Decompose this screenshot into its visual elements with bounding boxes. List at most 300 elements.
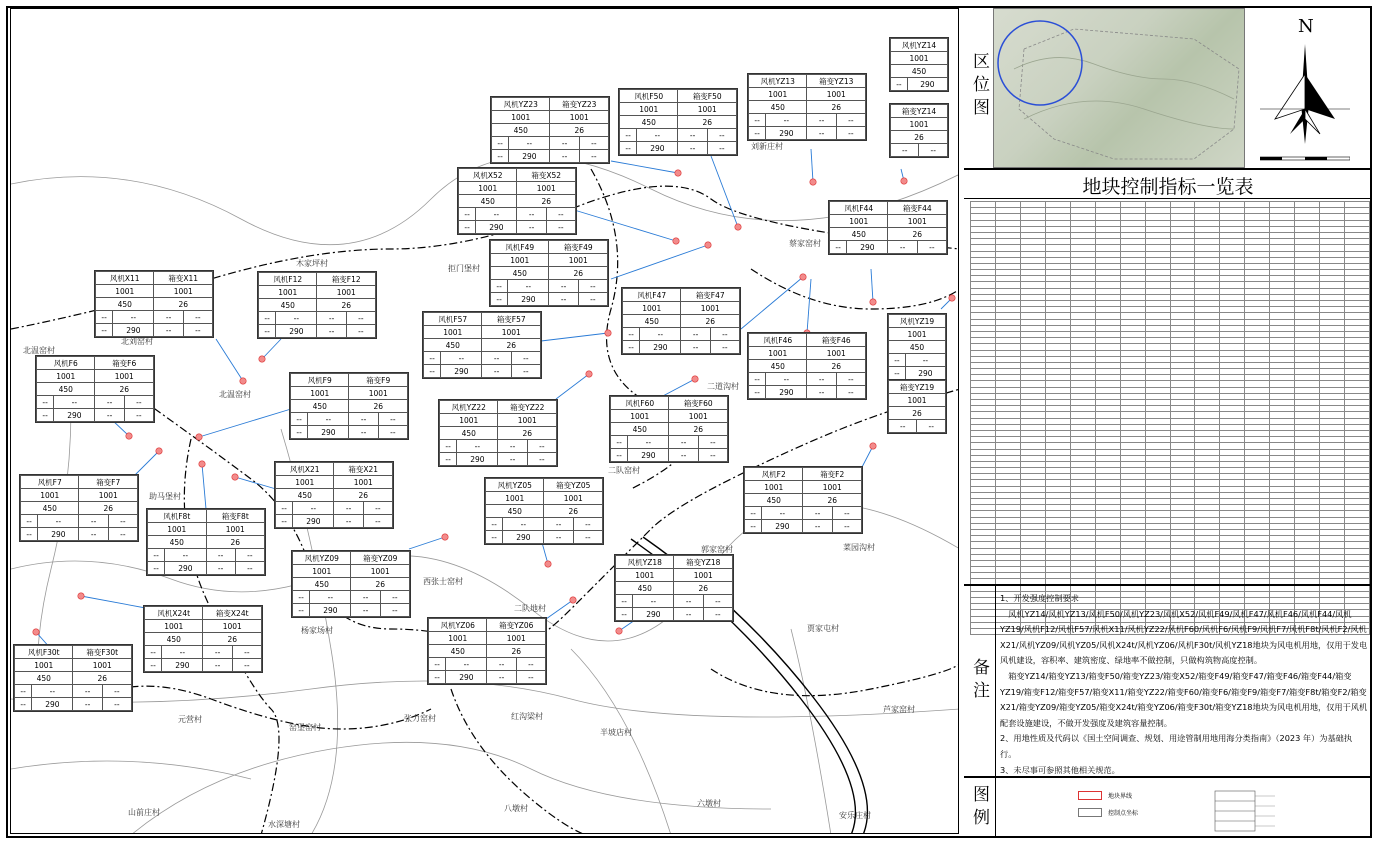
village-label: 六墩村 <box>697 799 721 808</box>
plot-value-cell: 290 <box>446 671 487 684</box>
village-label: 红沟梁村 <box>511 712 543 721</box>
plot-name-cell: 箱变F57 <box>482 313 541 326</box>
plot-name-cell: 风机F60 <box>611 397 669 410</box>
turbine-site-marker[interactable] <box>673 238 679 244</box>
north-arrow <box>1260 14 1350 164</box>
plot-name-cell: 箱变F60 <box>669 397 728 410</box>
plot-index-table <box>490 96 610 164</box>
plot-value-cell: -- <box>836 373 865 386</box>
turbine-site-marker[interactable] <box>800 274 806 280</box>
plot-value-cell: -- <box>459 221 476 234</box>
plot-value-cell: 26 <box>803 494 862 507</box>
plot-value-cell: -- <box>380 604 409 617</box>
turbine-site-marker[interactable] <box>705 242 711 248</box>
plot-value-cell: -- <box>703 608 732 621</box>
plot-value-cell: 26 <box>550 124 609 137</box>
plot-value-cell: -- <box>620 142 637 155</box>
plot-value-cell: 450 <box>459 195 517 208</box>
plot-value-cell: -- <box>517 221 546 234</box>
plot-value-cell: -- <box>165 549 206 562</box>
plot-value-cell: -- <box>380 591 409 604</box>
plot-value-cell: -- <box>807 127 836 140</box>
plot-value-cell: -- <box>633 595 674 608</box>
plot-value-cell: -- <box>154 311 183 324</box>
turbine-site-marker[interactable] <box>199 461 205 467</box>
village-label: 蔡家窑村 <box>789 239 821 248</box>
leader-line <box>807 279 811 333</box>
plot-value-cell: 26 <box>891 131 948 144</box>
plot-value-cell: 290 <box>503 531 544 544</box>
plot-name-cell: 风机F46 <box>749 334 807 347</box>
plot-value-cell: -- <box>162 646 203 659</box>
plot-value-cell: 1001 <box>317 286 376 299</box>
plot-value-cell: -- <box>807 386 836 399</box>
leader-line <box>199 409 291 437</box>
plot-value-cell: -- <box>836 386 865 399</box>
plot-value-cell: 26 <box>482 339 541 352</box>
plot-value-cell: -- <box>511 352 540 365</box>
village-label: 二道沟村 <box>707 382 739 391</box>
plot-value-cell: 450 <box>145 633 203 646</box>
leader-line <box>541 333 608 341</box>
plot-value-cell: -- <box>486 518 503 531</box>
plot-value-cell: -- <box>917 420 946 433</box>
plot-index-table <box>94 270 214 338</box>
plot-index-table <box>484 477 604 545</box>
plot-value-cell: -- <box>640 328 681 341</box>
plot-value-cell: -- <box>749 373 766 386</box>
plot-value-cell: -- <box>578 280 607 293</box>
village-label: 水深塘村 <box>268 820 300 829</box>
plot-value-cell: 290 <box>162 659 203 672</box>
plot-value-cell: -- <box>232 659 261 672</box>
note-line: 1、开发强度控制要求 <box>1000 593 1079 603</box>
plot-value-cell: -- <box>546 208 575 221</box>
plot-value-cell: -- <box>628 436 669 449</box>
plot-value-cell: -- <box>38 515 79 528</box>
plot-value-cell: -- <box>291 413 308 426</box>
leader-line <box>235 477 276 489</box>
plot-value-cell: -- <box>745 507 762 520</box>
plot-value-cell: 290 <box>165 562 206 575</box>
plot-value-cell: -- <box>21 528 38 541</box>
plot-value-cell: -- <box>206 549 235 562</box>
plot-value-cell: 290 <box>637 142 678 155</box>
plot-value-cell: -- <box>703 595 732 608</box>
plot-value-cell: 1001 <box>492 111 550 124</box>
map-panel[interactable] <box>10 8 959 834</box>
plot-value-cell: -- <box>113 311 154 324</box>
plot-value-cell: 290 <box>762 520 803 533</box>
plot-value-cell: -- <box>710 341 739 354</box>
north-arrow-icon <box>1260 14 1350 164</box>
plot-value-cell: -- <box>549 280 578 293</box>
plot-name-cell: 风机F44 <box>830 202 888 215</box>
plot-value-cell: 1001 <box>549 254 608 267</box>
plot-value-cell: 1001 <box>807 347 866 360</box>
plot-value-cell: 1001 <box>498 414 557 427</box>
plot-value-cell: -- <box>492 137 509 150</box>
plot-name-cell: 风机F8t <box>148 510 207 523</box>
plot-value-cell: 1001 <box>749 347 807 360</box>
turbine-site-marker[interactable] <box>735 224 741 230</box>
plot-value-cell: -- <box>183 311 212 324</box>
turbine-site-marker[interactable] <box>196 434 202 440</box>
plot-value-cell: 450 <box>96 298 154 311</box>
village-label: 北温窑村 <box>23 346 55 355</box>
plot-value-cell: -- <box>37 409 54 422</box>
plot-name-cell: 箱变YZ14 <box>891 105 948 118</box>
plot-value-cell: -- <box>346 325 375 338</box>
plot-value-cell: -- <box>836 114 865 127</box>
plot-value-cell: -- <box>491 293 508 306</box>
plot-value-cell: 1001 <box>37 370 95 383</box>
village-label: 安乐庄村 <box>839 811 871 820</box>
plot-value-cell: 450 <box>891 65 948 78</box>
village-label: 山前庄村 <box>128 808 160 817</box>
plot-value-cell: 290 <box>457 453 498 466</box>
plot-value-cell: -- <box>276 502 293 515</box>
plot-value-cell: -- <box>698 449 727 462</box>
plot-name-cell: 风机YZ13 <box>749 75 807 88</box>
plot-value-cell: 290 <box>907 78 947 91</box>
village-label: 菜园沟村 <box>843 543 875 552</box>
plot-index-table <box>257 271 377 339</box>
plot-value-cell: -- <box>623 341 640 354</box>
plot-value-cell: -- <box>891 144 919 157</box>
turbine-site-marker[interactable] <box>33 629 39 635</box>
turbine-site-marker[interactable] <box>810 179 816 185</box>
plot-name-cell: 箱变YZ23 <box>550 98 609 111</box>
plot-value-cell: 1001 <box>95 370 154 383</box>
plot-value-cell: -- <box>15 698 32 711</box>
plot-index-table <box>289 372 409 440</box>
plot-value-cell: -- <box>549 293 578 306</box>
plot-value-cell: -- <box>259 325 276 338</box>
plot-value-cell: -- <box>573 531 602 544</box>
plot-value-cell: 26 <box>807 360 866 373</box>
plot-value-cell: 450 <box>611 423 669 436</box>
turbine-site-marker[interactable] <box>442 534 448 540</box>
village-label: 张力窑村 <box>404 714 436 723</box>
plot-value-cell: -- <box>235 549 264 562</box>
plot-value-cell: 1001 <box>889 328 946 341</box>
leader-line <box>546 600 573 619</box>
plot-value-cell: 1001 <box>459 182 517 195</box>
turbine-site-marker[interactable] <box>232 474 238 480</box>
plot-value-cell: -- <box>678 142 707 155</box>
plot-value-cell: -- <box>232 646 261 659</box>
plot-value-cell: 1001 <box>145 620 203 633</box>
turbine-site-marker[interactable] <box>156 448 162 454</box>
plot-name-cell: 风机F2 <box>745 468 803 481</box>
plot-name-cell: 箱变X52 <box>517 169 576 182</box>
plot-value-cell: -- <box>516 658 545 671</box>
plot-value-cell: 450 <box>148 536 207 549</box>
plot-value-cell: 26 <box>317 299 376 312</box>
leader-line <box>409 537 445 549</box>
plot-value-cell: -- <box>836 127 865 140</box>
leader-line <box>711 156 738 227</box>
turbine-site-marker[interactable] <box>870 443 876 449</box>
plot-value-cell: 450 <box>620 116 678 129</box>
plot-value-cell: -- <box>766 373 807 386</box>
plot-value-cell: -- <box>148 562 165 575</box>
plot-value-cell: 1001 <box>351 565 410 578</box>
plot-value-cell: -- <box>544 531 573 544</box>
plot-value-cell: -- <box>669 449 698 462</box>
plot-value-cell: 290 <box>766 127 807 140</box>
north-label: N <box>1298 16 1314 37</box>
turbine-site-marker[interactable] <box>259 356 265 362</box>
plot-value-cell: 26 <box>889 407 946 420</box>
plot-value-cell: -- <box>37 396 54 409</box>
plot-name-cell: 箱变YZ09 <box>351 552 410 565</box>
turbine-site-marker[interactable] <box>675 170 681 176</box>
plot-value-cell: -- <box>544 518 573 531</box>
plot-value-cell: -- <box>124 396 153 409</box>
plot-value-cell: -- <box>459 208 476 221</box>
plot-value-cell: -- <box>482 352 511 365</box>
plot-value-cell: -- <box>487 671 516 684</box>
sample-table-diagram <box>1195 783 1315 835</box>
plot-name-cell: 风机F49 <box>491 241 549 254</box>
plot-name-cell: 箱变YZ19 <box>889 381 946 394</box>
plot-value-cell: 26 <box>79 502 138 515</box>
plot-value-cell: 1001 <box>623 302 681 315</box>
turbine-site-marker[interactable] <box>78 593 84 599</box>
plot-value-cell: -- <box>550 137 579 150</box>
plot-value-cell: -- <box>308 413 349 426</box>
plot-value-cell: -- <box>803 507 832 520</box>
plot-value-cell: 1001 <box>334 476 393 489</box>
plot-name-cell: 风机F7 <box>21 476 79 489</box>
plot-value-cell: 26 <box>95 383 154 396</box>
plot-name-cell: 箱变F50 <box>678 90 737 103</box>
turbine-site-marker[interactable] <box>126 433 132 439</box>
plot-value-cell: 290 <box>38 528 79 541</box>
plot-value-cell: -- <box>509 137 550 150</box>
plot-value-cell: -- <box>573 518 602 531</box>
plot-value-cell: 450 <box>830 228 888 241</box>
plot-value-cell: -- <box>476 208 517 221</box>
plot-value-cell: 26 <box>681 315 740 328</box>
plot-index-table <box>609 395 729 463</box>
plot-value-cell: -- <box>32 685 73 698</box>
leader-line <box>81 596 151 609</box>
plot-value-cell: -- <box>108 515 137 528</box>
plot-index-table <box>422 311 542 379</box>
turbine-site-marker[interactable] <box>545 561 551 567</box>
plot-value-cell: 290 <box>766 386 807 399</box>
plot-name-cell: 箱变F46 <box>807 334 866 347</box>
plot-value-cell: -- <box>579 137 608 150</box>
plot-index-table <box>146 508 266 576</box>
plot-value-cell: -- <box>148 549 165 562</box>
plot-value-cell: -- <box>707 129 736 142</box>
plot-value-cell: -- <box>546 221 575 234</box>
plot-value-cell: -- <box>550 150 579 163</box>
plot-index-table <box>887 313 947 381</box>
plot-value-cell: 1001 <box>429 632 487 645</box>
plot-value-cell: 1001 <box>486 492 544 505</box>
plot-value-cell: -- <box>749 127 766 140</box>
plot-name-cell: 风机F12 <box>259 273 317 286</box>
plot-value-cell: -- <box>620 129 637 142</box>
plot-value-cell: -- <box>832 507 861 520</box>
control-point-swatch-icon <box>1078 808 1102 817</box>
turbine-site-marker[interactable] <box>586 371 592 377</box>
legend-item <box>1078 791 1132 800</box>
plot-value-cell: 26 <box>351 578 410 591</box>
plot-value-cell: -- <box>832 520 861 533</box>
turbine-site-marker[interactable] <box>240 378 246 384</box>
plot-value-cell: 26 <box>73 672 132 685</box>
turbine-site-marker[interactable] <box>605 330 611 336</box>
plot-value-cell: 450 <box>623 315 681 328</box>
turbine-site-marker[interactable] <box>692 376 698 382</box>
plot-value-cell: 26 <box>349 400 408 413</box>
plot-index-table <box>889 103 949 158</box>
location-map <box>993 8 1245 168</box>
turbine-site-marker[interactable] <box>616 628 622 634</box>
plot-value-cell: 290 <box>509 150 550 163</box>
plot-value-cell: 1001 <box>891 52 948 65</box>
legend-item-label: 控制点坐标 <box>1108 810 1139 817</box>
plot-name-cell: 风机F30t <box>15 646 73 659</box>
plot-value-cell: -- <box>334 515 363 528</box>
plot-value-cell: 450 <box>440 427 498 440</box>
plot-value-cell: 290 <box>633 608 674 621</box>
plot-value-cell: -- <box>440 453 457 466</box>
plot-index-table <box>887 379 947 434</box>
plot-value-cell: -- <box>830 241 847 254</box>
plot-value-cell: 1001 <box>830 215 888 228</box>
plot-value-cell: -- <box>351 591 380 604</box>
village-label: 杨家场村 <box>301 626 333 635</box>
plot-value-cell: 26 <box>807 101 866 114</box>
plot-index-table <box>35 355 155 423</box>
leader-line <box>202 464 206 509</box>
plot-value-cell: 1001 <box>440 414 498 427</box>
plot-value-cell: 1001 <box>349 387 408 400</box>
village-label: 贾家屯村 <box>807 624 839 633</box>
village-label: 木家坪村 <box>296 259 328 268</box>
plot-value-cell: 1001 <box>203 620 262 633</box>
plot-value-cell: -- <box>95 396 124 409</box>
plot-value-cell: 1001 <box>544 492 603 505</box>
plot-value-cell: -- <box>889 354 906 367</box>
village-label: 拒门堡村 <box>448 264 480 273</box>
plot-value-cell: -- <box>917 241 946 254</box>
plot-value-cell: -- <box>378 426 407 439</box>
plot-value-cell: 1001 <box>424 326 482 339</box>
plot-value-cell: 1001 <box>291 387 349 400</box>
plot-name-cell: 箱变X24t <box>203 607 262 620</box>
plot-name-cell: 箱变F12 <box>317 273 376 286</box>
plot-value-cell: -- <box>508 280 549 293</box>
village-label: 半坡店村 <box>600 728 632 737</box>
plot-name-cell: 箱变YZ06 <box>487 619 546 632</box>
plot-value-cell: -- <box>486 531 503 544</box>
plot-value-cell: -- <box>616 595 633 608</box>
road-line <box>11 761 251 779</box>
plot-value-cell: 290 <box>310 604 351 617</box>
plot-value-cell: -- <box>317 325 346 338</box>
note-line: 2、用地性质及代码以《国土空间调查、规划、用途管制用地用海分类指南》（2023 年）为基础执行。 <box>1000 733 1353 759</box>
turbine-site-marker[interactable] <box>949 295 955 301</box>
plot-value-cell: -- <box>698 436 727 449</box>
plot-index-table <box>457 167 577 235</box>
plot-value-cell: 450 <box>291 400 349 413</box>
plot-value-cell: 26 <box>498 427 557 440</box>
plot-value-cell: 450 <box>745 494 803 507</box>
plot-value-cell: -- <box>503 518 544 531</box>
separator <box>964 776 1372 778</box>
plot-name-cell: 风机F6 <box>37 357 95 370</box>
index-table <box>970 201 1370 581</box>
village-label: 郭家窑村 <box>701 545 733 554</box>
village-label: 西张士窑村 <box>423 577 463 586</box>
plot-index-table <box>614 554 734 622</box>
plot-value-cell: 450 <box>491 267 549 280</box>
plot-value-cell: -- <box>317 312 346 325</box>
plot-value-cell: 1001 <box>674 569 733 582</box>
plot-value-cell: -- <box>611 436 628 449</box>
plot-value-cell: 290 <box>628 449 669 462</box>
plot-value-cell: -- <box>102 698 131 711</box>
plot-value-cell: -- <box>440 440 457 453</box>
plot-value-cell: 450 <box>889 341 946 354</box>
plot-index-table <box>143 605 263 673</box>
plot-value-cell: -- <box>349 413 378 426</box>
turbine-site-marker[interactable] <box>901 178 907 184</box>
plot-value-cell: -- <box>429 671 446 684</box>
plot-index-table <box>747 332 867 400</box>
plot-name-cell: 箱变F49 <box>549 241 608 254</box>
village-label: 八墩村 <box>504 804 528 813</box>
plot-index-table <box>427 617 547 685</box>
plot-name-cell: 风机X11 <box>96 272 154 285</box>
plot-value-cell: 1001 <box>616 569 674 582</box>
plot-value-cell: 26 <box>517 195 576 208</box>
plot-value-cell: -- <box>681 328 710 341</box>
village-label: 北刘窑村 <box>121 337 153 346</box>
plot-value-cell: -- <box>424 352 441 365</box>
plot-value-cell: 26 <box>549 267 608 280</box>
plot-value-cell: -- <box>889 367 906 380</box>
plot-value-cell: -- <box>310 591 351 604</box>
turbine-site-marker[interactable] <box>870 299 876 305</box>
plot-value-cell: -- <box>259 312 276 325</box>
plot-index-table <box>489 239 609 307</box>
plot-name-cell: 风机YZ18 <box>616 556 674 569</box>
plot-name-cell: 箱变F7 <box>79 476 138 489</box>
plot-value-cell: -- <box>446 658 487 671</box>
plot-name-cell: 风机YZ14 <box>891 39 948 52</box>
plot-name-cell: 箱变X21 <box>334 463 393 476</box>
plot-name-cell: 风机F9 <box>291 374 349 387</box>
plot-value-cell: -- <box>889 420 917 433</box>
plot-value-cell: 290 <box>113 324 154 337</box>
plot-value-cell: 450 <box>486 505 544 518</box>
plot-value-cell: -- <box>681 341 710 354</box>
plot-value-cell: 1001 <box>487 632 546 645</box>
plot-index-table <box>828 200 948 255</box>
plot-value-cell: -- <box>749 114 766 127</box>
turbine-site-marker[interactable] <box>570 597 576 603</box>
plot-value-cell: -- <box>378 413 407 426</box>
